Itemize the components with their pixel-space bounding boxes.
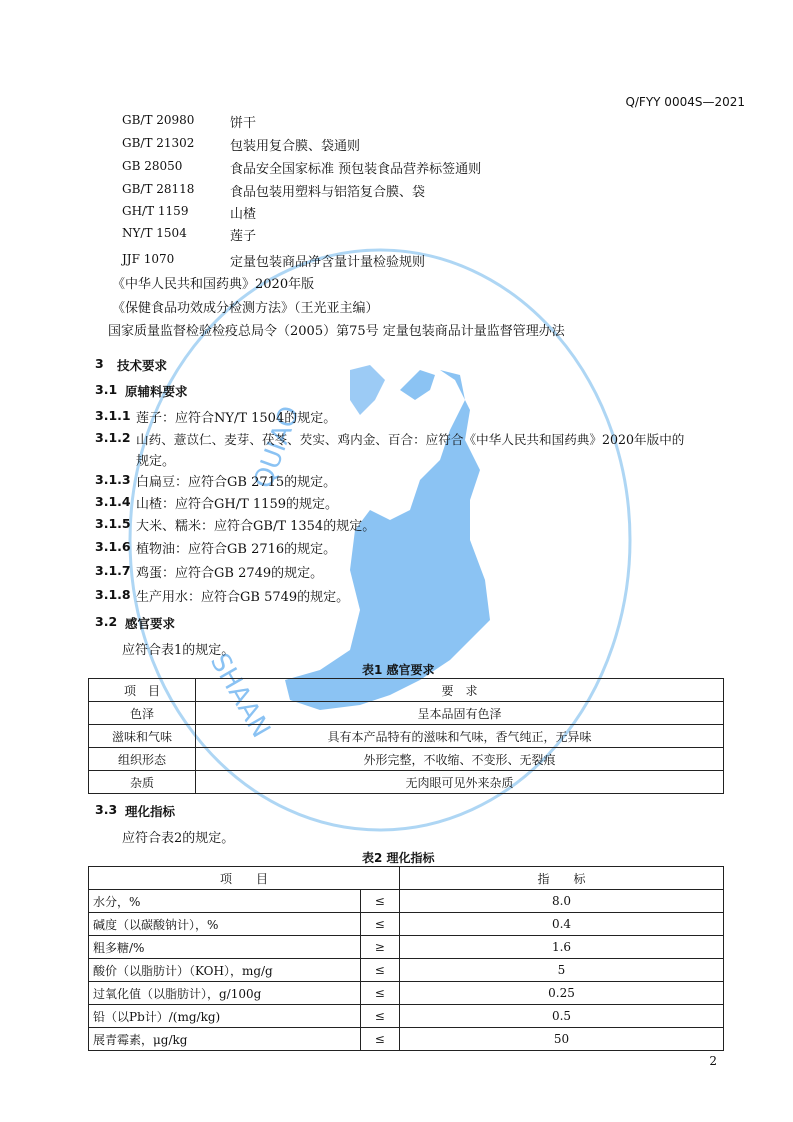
extra-ref: 国家质量监督检验检疫总局令（2005）第75号 定量包装商品计量监督管理办法 (108, 324, 565, 339)
ref-title: 食品安全国家标准 预包装食品营养标签通则 (230, 162, 482, 177)
table-row (89, 890, 724, 913)
section-body: 应符合表1的规定。 (122, 643, 235, 658)
standard-code: Q/FYY 0004S—2021 (625, 95, 745, 109)
table-row (89, 936, 724, 959)
table-cell: ≤ (360, 890, 399, 913)
section-number: 3.1 (95, 382, 118, 397)
table-cell: 50 (400, 1028, 724, 1051)
table-cell: 8.0 (400, 890, 724, 913)
ref-title: 莲子 (230, 229, 257, 244)
clause-number: 3.1.5 (95, 516, 131, 531)
table-cell: 0.25 (400, 982, 724, 1005)
table-cell: 铅（以Pb计）/(mg/kg) (89, 1005, 361, 1028)
table-header-cell: 要 求 (196, 679, 724, 702)
table-cell: 酸价（以脂肪计）（KOH），mg/g (89, 959, 361, 982)
section-title: 原辅料要求 (125, 384, 188, 399)
table-header-cell: 项 目 (89, 679, 196, 702)
clause-number: 3.1.7 (95, 563, 131, 578)
table-row (89, 913, 724, 936)
sensory-table (88, 678, 724, 794)
table-cell: ≤ (360, 1028, 399, 1051)
table-caption: 表2 理化指标 (362, 851, 435, 865)
table-cell: 色泽 (89, 702, 196, 725)
section-body: 应符合表2的规定。 (122, 831, 235, 846)
clause-text: 白扁豆：应符合GB 2715的规定。 (136, 475, 337, 490)
table-row (89, 771, 724, 794)
clause-text: 大米、糯米：应符合GB/T 1354的规定。 (136, 519, 376, 534)
clause-text: 山楂：应符合GH/T 1159的规定。 (136, 497, 338, 512)
table-cell: 碱度（以碳酸钠计），% (89, 913, 361, 936)
clause-number: 3.1.6 (95, 539, 131, 554)
table-cell: 粗多糖/% (89, 936, 361, 959)
clause-number: 3.1.3 (95, 472, 131, 487)
section-number: 3.2 (95, 614, 118, 629)
clause-text: 生产用水：应符合GB 5749的规定。 (136, 590, 350, 605)
ref-code: GB/T 21302 (122, 136, 195, 150)
ref-code: JJF 1070 (122, 252, 175, 266)
clause-text: 鸡蛋：应符合GB 2749的规定。 (136, 566, 324, 581)
table-cell: 过氧化值（以脂肪计），g/100g (89, 982, 361, 1005)
ref-title: 定量包装商品净含量计量检验规则 (230, 255, 426, 270)
table-cell: 无肉眼可见外来杂质 (196, 771, 724, 794)
ref-title: 山楂 (230, 207, 257, 222)
table-cell: 水分，% (89, 890, 361, 913)
table-row (89, 1005, 724, 1028)
ref-title: 包装用复合膜、袋通则 (230, 139, 361, 154)
clause-text: 山药、薏苡仁、麦芽、茯苓、芡实、鸡内金、百合：应符合《中华人民共和国药典》2020年版中的 (136, 432, 685, 447)
table-caption: 表1 感官要求 (362, 663, 435, 677)
ref-title: 饼干 (230, 116, 257, 131)
ref-code: NY/T 1504 (122, 226, 187, 240)
ref-code: GH/T 1159 (122, 204, 189, 218)
table-row (89, 982, 724, 1005)
ref-code: GB 28050 (122, 159, 183, 173)
ref-code: GB/T 20980 (122, 113, 195, 127)
ref-code: GB/T 28118 (122, 182, 195, 196)
clause-number: 3.1.1 (95, 408, 131, 423)
clause-text: 植物油：应符合GB 2716的规定。 (136, 542, 337, 557)
table-header-row (89, 867, 724, 890)
page-number: 2 (709, 1054, 717, 1068)
table-header-cell: 指 标 (400, 867, 724, 890)
table-cell: 展青霉素，μg/kg (89, 1028, 361, 1051)
svg-text:QUIAO: QUIAO (248, 402, 306, 493)
clause-text: 莲子：应符合NY/T 1504的规定。 (136, 411, 337, 426)
table-cell: 具有本产品特有的滋味和气味，香气纯正，无异味 (196, 725, 724, 748)
extra-ref: 《保健食品功效成分检测方法》（王光亚主编） (112, 301, 379, 316)
section-number: 3 (95, 356, 104, 371)
table-row (89, 702, 724, 725)
table-cell: 呈本品固有色泽 (196, 702, 724, 725)
table-header-cell: 项 目 (89, 867, 400, 890)
section-number: 3.3 (95, 802, 118, 817)
extra-ref: 《中华人民共和国药典》2020年版 (112, 277, 315, 292)
section-title: 感官要求 (125, 616, 176, 631)
physicochemical-table (88, 866, 724, 1051)
table-cell: ≥ (360, 936, 399, 959)
clause-text-cont: 规定。 (136, 454, 176, 469)
table-cell: 外形完整，不收缩、不变形、无裂痕 (196, 748, 724, 771)
table-cell: ≤ (360, 1005, 399, 1028)
table-cell: 1.6 (400, 936, 724, 959)
table-cell: 杂质 (89, 771, 196, 794)
table-row (89, 725, 724, 748)
table-cell: 组织形态 (89, 748, 196, 771)
clause-number: 3.1.4 (95, 494, 131, 509)
table-row (89, 1028, 724, 1051)
table-cell: 滋味和气味 (89, 725, 196, 748)
table-cell: 5 (400, 959, 724, 982)
section-title: 技术要求 (117, 358, 168, 373)
section-title: 理化指标 (125, 804, 176, 819)
table-header-row (89, 679, 724, 702)
svg-text:SHAAN: SHAAN (203, 648, 276, 744)
table-cell: 0.5 (400, 1005, 724, 1028)
clause-number: 3.1.8 (95, 587, 131, 602)
table-cell: ≤ (360, 913, 399, 936)
clause-number: 3.1.2 (95, 430, 131, 445)
table-cell: 0.4 (400, 913, 724, 936)
table-cell: ≤ (360, 982, 399, 1005)
table-row (89, 748, 724, 771)
table-cell: ≤ (360, 959, 399, 982)
ref-title: 食品包装用塑料与铝箔复合膜、袋 (230, 185, 426, 200)
table-row (89, 959, 724, 982)
